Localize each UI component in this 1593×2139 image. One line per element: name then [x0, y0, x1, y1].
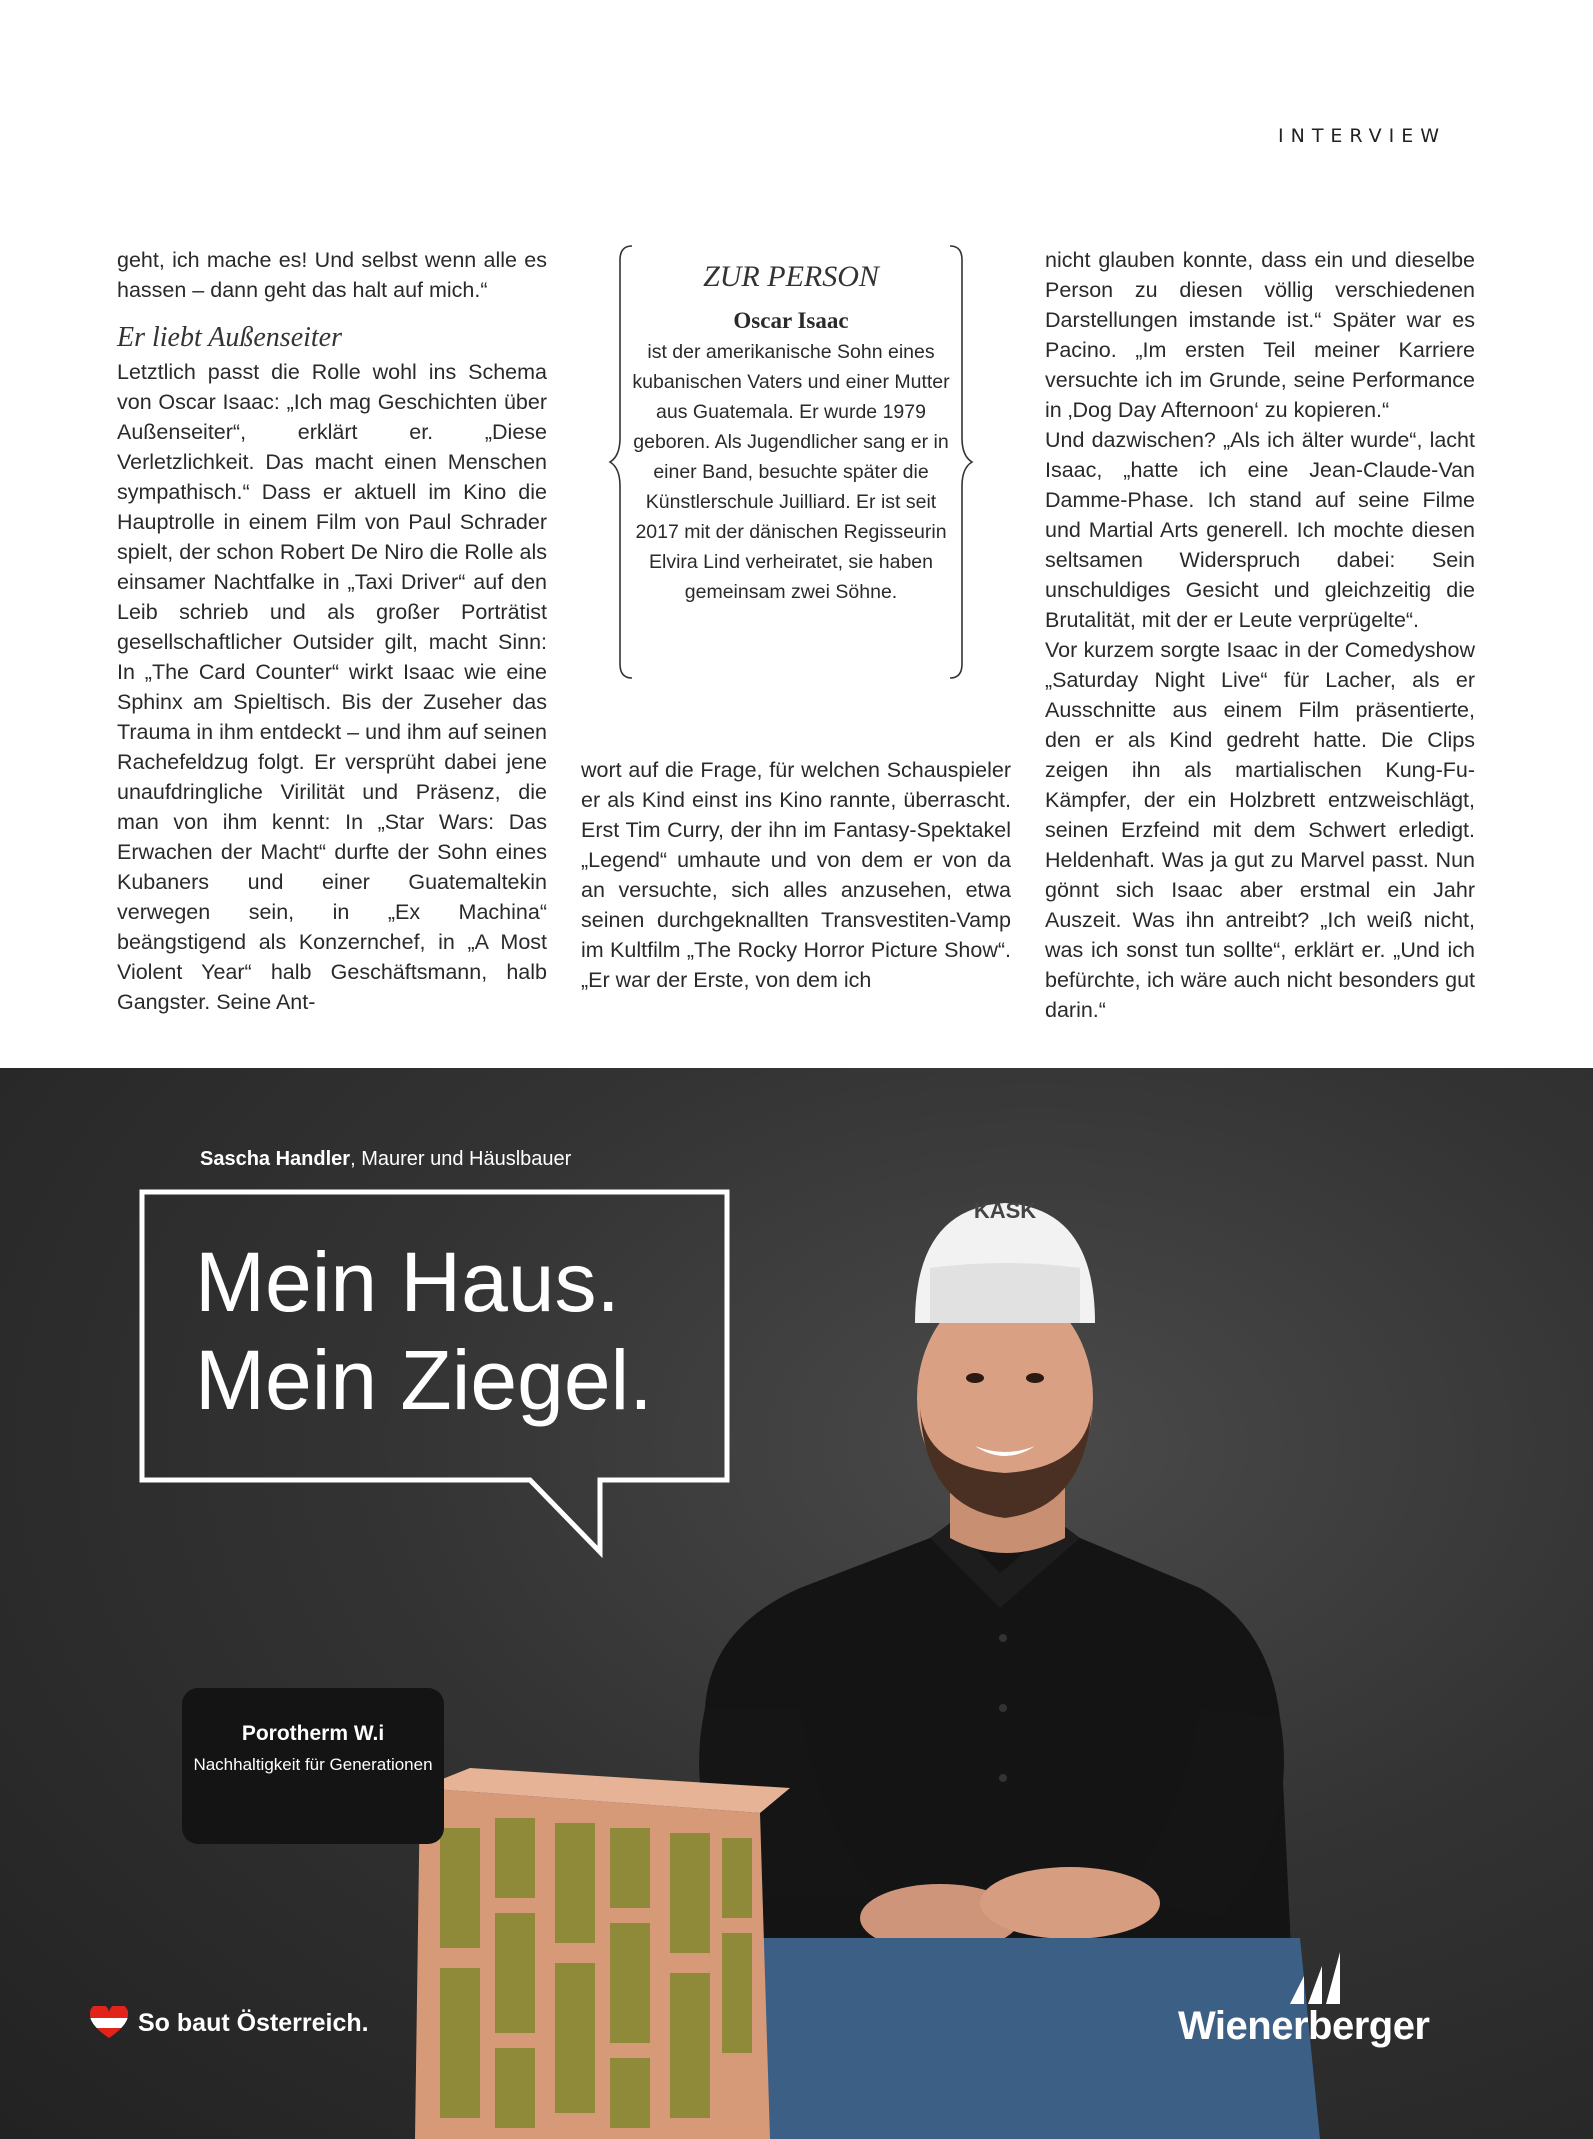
- article-column-1: [117, 245, 547, 1017]
- info-box: [608, 242, 974, 682]
- ad-slogan: [90, 2006, 369, 2040]
- section-label: INTERVIEW: [1278, 125, 1446, 147]
- austria-heart-icon: [90, 2006, 128, 2040]
- info-box-text: ist der amerikanische Sohn eines kubanischen Vaters und einer Mutter aus Guatemala. Er wurde 1979 geboren. Als Jugendlicher sang er in einer Band, besuchte später die Künstlerschule Juilliard. Er ist seit 2017 mit der dänischen Regisseurin Elvira Lind verheiratet, sie haben gemeinsam zwei Söhne.: [632, 341, 950, 603]
- article-paragraph: nicht glauben konnte, dass ein und dieselbe Person zu diesen völlig verschiedenen Darstellungen imstande ist.“ Später war es Pacino. „Im ersten Teil meiner Karriere versuchte ich im Grunde, seine Performance in ‚Dog Day Afternoon‘ zu kopieren.“: [1045, 248, 1475, 422]
- article-column-3: [1045, 245, 1475, 1025]
- article-column-2: [581, 755, 1011, 995]
- product-tagline: Nachhaltigkeit für Generationen: [193, 1755, 433, 1774]
- article-subhead: Er liebt Außenseiter: [117, 322, 342, 353]
- ad-person-name: Sascha Handler: [200, 1148, 351, 1170]
- ad-headline-line-1: Mein Haus.: [195, 1235, 620, 1329]
- advertisement: [0, 1068, 1593, 2139]
- article-paragraph: Letztlich passt die Rolle wohl ins Schema von Oscar Isaac: „Ich mag Geschichten über Außenseiter“, erklärt er. „Diese Verletzlichkeit. Das macht einen Menschen sympathisch.“ Dass er aktuell im Kino die Hauptrolle in einem Film von Paul Schrader spielt, der schon Robert De Niro die Rolle als einsamer Nachtfalke in „Taxi Driver“ auf den Leib schrieb und als großer Porträtist gesellschaftlicher Outsider gilt, macht Sinn: In „The Card Counter“ wirkt Isaac wie eine Sphinx am Spieltisch. Bis der Zuseher das Trauma in ihm entdeckt – und ihm auf seinen Rachefeldzug folgt. Er versprüht dabei jene unaufdringliche Virilität und Präsenz, die man von ihm kennt: In „Star Wars: Das Erwachen der Macht“ durfte der Sohn eines Kubaners und einer Guatemaltekin verwegen sein, in „Ex Machina“ beängstigend als Konzernchef, in „A Most Violent Year“ halb Geschäftsmann, halb Gangster. Seine Ant-: [117, 360, 547, 1014]
- article-paragraph: Und dazwischen? „Als ich älter wurde“, lacht Isaac, „hatte ich eine Jean-Claude-Van Damme-Phase. Ich stand auf seine Filme und Martial Arts generell. Ich mochte diesen seltsamen Widerspruch dabei: Sein unschuldiges Gesicht und gleichzeitig die Brutalität, mit der er Leute verprügelte“.: [1045, 428, 1475, 632]
- helmet-label: KASK: [973, 1198, 1037, 1223]
- wienerberger-logo-icon: [1290, 1948, 1350, 2004]
- slogan-text: So baut Österreich.: [138, 2008, 369, 2037]
- brand-logo: [1178, 1948, 1430, 2049]
- article-intro: geht, ich mache es! Und selbst wenn alle es hassen – dann geht das halt auf mich.“: [117, 248, 547, 302]
- ad-person-role: , Maurer und Häuslbauer: [350, 1148, 572, 1170]
- brand-name: Wienerberger: [1178, 2004, 1430, 2048]
- article-paragraph: Vor kurzem sorgte Isaac in der Comedyshow „Saturday Night Live“ für Lacher, als er Ausschnitte aus einem Film präsentierte, den er als Kind gedreht hatte. Die Clips zeigen ihn als martialischen Kung-Fu-Kämpfer, der ein Holzbrett entzweischlägt, seinen Erzfeind mit dem Schwert erledigt. Heldenhaft. Was ja gut zu Marvel passt. Nun gönnt sich Isaac aber erstmal ein Jahr Auszeit. Was ihn antreibt? „Ich weiß nicht, was ich sonst tun sollte“, erklärt er. „Und ich befürchte, ich wäre auch nicht besonders gut darin.“: [1045, 638, 1475, 1022]
- article-paragraph: wort auf die Frage, für welchen Schauspieler er als Kind einst ins Kino rannte, überrascht. Erst Tim Curry, der ihn im Fantasy-Spektakel „Legend“ umhaute und von dem er von da an versuchte, sich alles anzusehen, etwa seinen durchgeknallten Transvestiten-Vamp im Kultfilm „The Rocky Horror Picture Show“. „Er war der Erste, von dem ich: [581, 758, 1011, 992]
- ad-headline-line-2: Mein Ziegel.: [195, 1333, 653, 1427]
- info-box-title: ZUR PERSON: [703, 260, 879, 293]
- ad-person-caption: [200, 1148, 571, 1171]
- ad-headline: [195, 1233, 653, 1429]
- product-name: Porotherm W.i: [241, 1722, 385, 1745]
- info-box-name: Oscar Isaac: [733, 308, 849, 333]
- product-label: [182, 1688, 444, 1844]
